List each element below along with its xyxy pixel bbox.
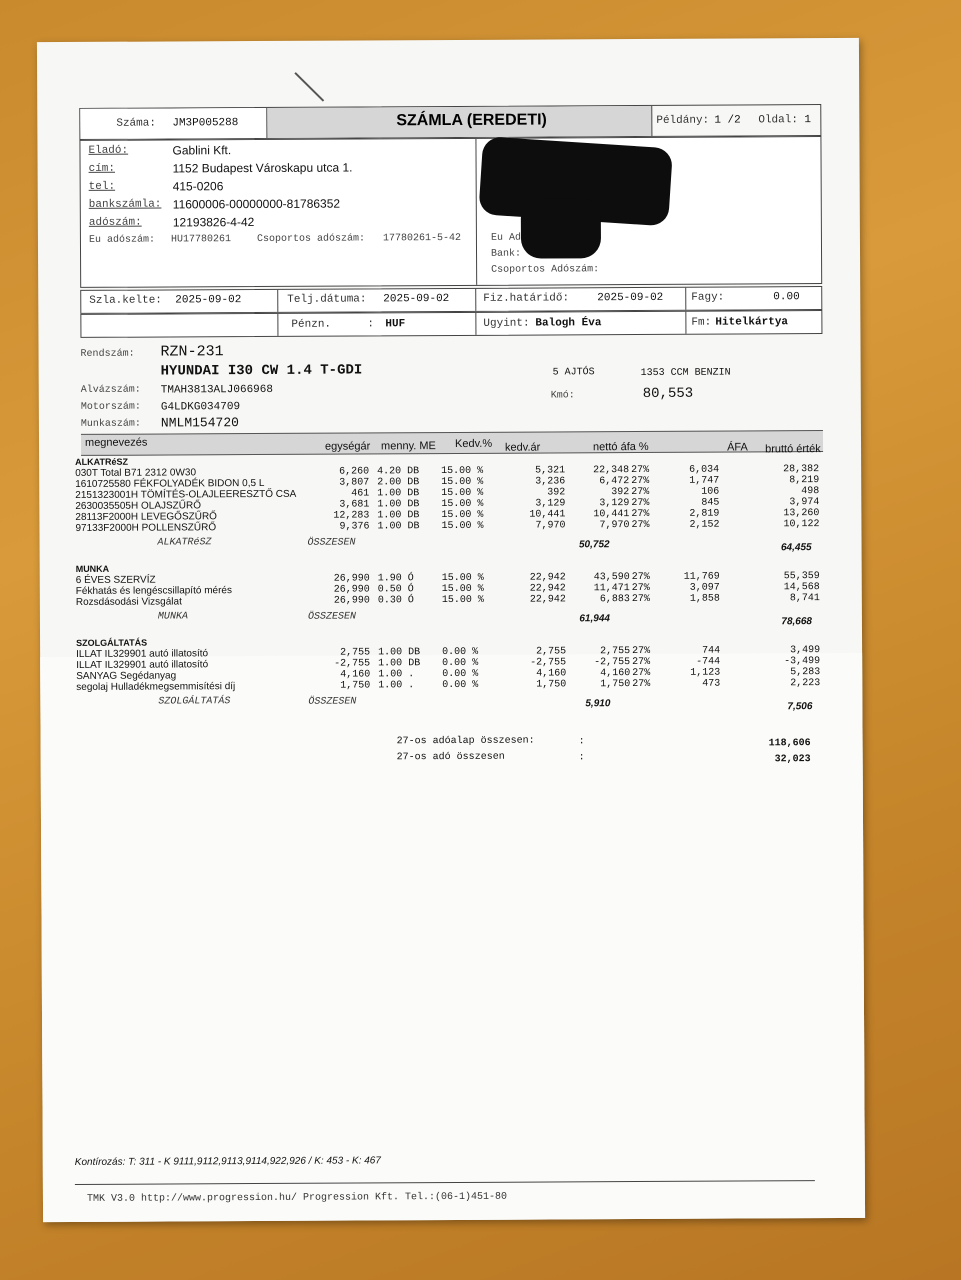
section-sum-word: ÖSSZESEN [307,611,356,623]
section-sum-word: ÖSSZESEN [308,696,357,708]
item-description: 6 ÉVES SZERVÍZ [75,574,156,586]
discount: 15.00 % [441,594,484,607]
plate-label: Rendszám: [80,348,135,360]
engine-no-label: Motorszám: [80,401,141,413]
column-header-bar [81,430,823,456]
currency-label: Pénzn. [291,318,332,331]
vat-rate: 27% [631,508,650,521]
copy-label: Példány: [656,114,710,127]
tax-base-sep: : [578,736,585,748]
discounted-price: 7,970 [535,520,566,532]
net-value: 10,441 [593,509,630,521]
vat-rate: 27% [632,667,651,680]
tax-total-value: 32,023 [774,754,811,766]
unit-price: 26,990 [333,595,370,607]
copy-value: 1 /2 [714,114,741,127]
unit-price: 9,376 [339,521,370,533]
discounted-price: 3,129 [535,498,566,510]
section-sum-word: ÖSSZESEN [307,537,356,549]
unit-price: 6,260 [339,466,370,478]
fagy-label: Fagy: [691,291,725,304]
plate-number: RZN-231 [160,343,224,361]
item-description: ILLAT IL329901 autó illatosító [76,659,209,671]
currency-value: HUF [385,318,406,331]
agent-label: Ugyint: [483,317,530,330]
due-date-label: Fiz.határidő: [483,292,570,305]
discounted-price: 22,942 [529,583,566,595]
gross-value: 13,260 [783,508,820,520]
seller-group-tax-label: Csoportos adószám: [256,233,366,246]
fulfil-date-label: Telj.dátuma: [287,293,367,306]
item-description: SANYAG Segédanyag [76,670,177,682]
vat-amount: 2,819 [689,508,720,520]
col-disc-price: kedv.ár [505,441,541,454]
net-value: 1,750 [600,679,631,691]
net-value: -2,755 [594,657,631,669]
discounted-price: 5,321 [535,465,566,477]
col-discount: Kedv.% [454,437,493,450]
page-label: Oldal: [758,114,798,127]
net-value: 22,348 [593,465,630,477]
gross-value: -3,499 [784,656,821,668]
quantity: 1.00 DB [377,521,420,533]
payment-label: Fm: [691,316,712,329]
col-gross: bruttó érték [765,443,821,456]
vat-rate: 27% [631,464,650,477]
item-description: 2151323001H TÖMÍTÉS-OLAJLEERESZTŐ CSA [75,488,297,501]
buyer-group-tax-label: Csoportos Adószám: [491,264,600,276]
vin-label: Alvázszám: [80,384,141,396]
quantity: 4.20 DB [377,466,420,478]
gross-value: 2,223 [790,678,821,690]
seller-name: Gablini Kft. [172,143,232,158]
discount: 0.00 % [442,657,479,670]
item-description: 030T Total B71 2312 0W30 [75,467,197,479]
vat-rate: 27% [631,497,650,510]
seller-bank: 11600006-00000000-81786352 [172,196,341,212]
vat-amount: 2,152 [689,519,720,531]
seller-bank-label: bankszámla: [88,198,162,211]
vat-amount: 1,858 [689,593,720,605]
vat-amount: 1,123 [690,667,721,679]
vat-rate: 27% [632,678,651,691]
engine-no-value: G4LDKG034709 [160,401,241,414]
seller-address-label: cím: [88,162,116,175]
item-description: Fékhatás és lengéscsillapító mérés [75,585,233,597]
vehicle-doors: 5 AJTÓS [552,367,595,379]
issue-date-label: Szla.kelte: [89,294,162,307]
discount: 15.00 % [441,583,484,596]
vin-value: TMAH3813ALJ066968 [160,383,273,397]
section-title: MUNKA [75,563,110,574]
quantity: 1.90 Ó [377,573,414,585]
gross-value: 55,359 [783,571,820,583]
redaction-mark-2 [521,198,601,258]
net-value: 3,129 [599,498,630,510]
col-net: nettó áfa % [593,440,649,454]
issue-date: 2025-09-02 [175,294,242,307]
fagy-value: 0.00 [773,291,800,304]
item-description: Rozsdásodási Vizsgálat [75,596,182,608]
discounted-price: 392 [547,487,566,499]
discounted-price: 22,942 [529,572,566,584]
item-description: 1610725580 FÉKFOLYADÉK BIDON 0,5 L [75,477,265,490]
discounted-price: 4,160 [536,668,567,680]
seller-eu-tax: HU17780261 [170,234,231,246]
unit-price: 1,750 [340,680,371,692]
page-value: 1 [804,114,811,127]
tax-base-label: 27-os adóalap összesen: [396,735,535,748]
invoice-number: JM3P005288 [172,117,239,130]
payment-method: Hitelkártya [715,316,789,329]
discounted-price: 3,236 [535,476,566,488]
seller-address: 1152 Budapest Városkapu utca 1. [172,160,353,176]
vat-rate: 27% [631,571,650,584]
item-description: segolaj Hulladékmegsemmisítési díj [76,681,236,693]
section-sum-net: 61,944 [579,613,610,625]
quantity: 1.00 DB [378,658,421,670]
invoice-number-label: Száma: [116,117,156,130]
fulfil-date: 2025-09-02 [383,293,450,306]
vat-amount: 106 [701,486,720,498]
quantity: 1.00 DB [377,510,420,522]
discount: 15.00 % [441,487,484,500]
net-value: 392 [611,487,630,499]
col-unit-price: egységár [325,440,371,453]
net-value: 43,590 [593,572,630,584]
vat-amount: 3,097 [689,582,720,594]
vat-rate: 27% [631,486,650,499]
net-value: 11,471 [593,583,630,595]
km-label: Kmó: [550,390,575,402]
discount: 0.00 % [442,668,479,681]
section-sum-gross: 78,668 [781,616,812,628]
km-value: 80,553 [642,385,694,402]
gross-value: 3,499 [790,645,821,657]
vat-rate: 27% [631,519,650,532]
net-value: 4,160 [600,668,631,680]
section-sum-net: 5,910 [585,698,611,710]
quantity: 1.00 . [378,680,415,692]
vat-rate: 27% [631,582,650,595]
quantity: 1.00 DB [377,499,420,511]
discount: 15.00 % [441,498,484,511]
section-title: SZOLGÁLTATÁS [76,637,148,648]
discount: 15.00 % [441,476,484,489]
unit-price: 461 [351,488,370,500]
vat-amount: -744 [696,656,721,668]
discounted-price: 1,750 [536,679,567,691]
net-value: 6,883 [599,594,630,606]
vat-rate: 27% [631,475,650,488]
section-sum-label: MUNKA [157,611,188,623]
section-sum-label: SZOLGÁLTATÁS [158,696,231,708]
quantity: 0.30 Ó [377,595,414,607]
discount: 15.00 % [441,520,484,533]
unit-price: 2,755 [340,647,371,659]
gross-value: 3,974 [789,497,820,509]
work-no-label: Munkaszám: [80,418,141,430]
party-box [79,136,822,288]
vat-rate: 27% [631,593,650,606]
vehicle-engine: 1353 CCM BENZIN [640,367,731,380]
section-sum-label: ALKATRéSZ [157,537,212,549]
gross-value: 14,568 [783,582,820,594]
unit-price: 3,807 [339,477,370,489]
buyer-bank-label: Bank: [491,248,522,260]
vat-amount: 744 [702,645,721,657]
net-value: 7,970 [599,520,630,532]
tax-base-value: 118,606 [768,738,811,750]
unit-price: 4,160 [340,669,371,681]
section-sum-gross: 64,455 [780,542,812,554]
discount: 15.00 % [441,509,484,522]
gross-value: 8,741 [789,593,820,605]
work-no-value: NMLM154720 [160,415,239,431]
unit-price: -2,755 [334,658,371,670]
vat-amount: 845 [701,497,720,509]
quantity: 1.00 DB [378,647,421,659]
quantity: 2.00 DB [377,477,420,489]
net-value: 2,755 [600,646,631,658]
unit-price: 3,681 [339,499,370,511]
vat-amount: 11,769 [683,571,720,583]
discount: 0.00 % [442,646,479,659]
seller-name-label: Eladó: [88,144,129,157]
col-name: megnevezés [84,436,148,449]
item-description: 28113F2000H LEVEGŐSZŰRŐ [75,511,217,523]
unit-price: 26,990 [333,584,370,596]
vat-rate: 27% [632,645,651,658]
discounted-price: 22,942 [529,594,566,606]
section-title: ALKATRéSZ [75,456,128,467]
vat-rate: 27% [632,656,651,669]
item-description: 97133F2000H POLLENSZŰRŐ [75,522,217,534]
gross-value: 10,122 [783,519,820,531]
discount: 15.00 % [441,465,484,478]
seller-tax-label: adószám: [88,216,142,229]
item-description: ILLAT IL329901 autó illatosító [76,648,209,660]
staple-mark [294,72,324,102]
tax-total-sep: : [578,752,585,764]
col-vat: ÁFA [727,441,748,454]
due-date: 2025-09-02 [597,291,664,305]
tax-total-label: 27-os adó összesen [396,751,505,764]
discount: 0.00 % [442,679,479,692]
seller-group-tax: 17780261-5-42 [382,232,461,245]
invoice-header [79,104,821,140]
discount: 15.00 % [441,572,484,585]
vehicle-model: HYUNDAI I30 CW 1.4 T-GDI [160,362,363,380]
quantity: 1.00 DB [377,488,420,500]
net-value: 6,472 [599,476,630,488]
gross-value: 28,382 [783,464,820,476]
item-description: 2630035505H OLAJSZŰRŐ [75,500,202,512]
invoice-title: SZÁMLA (EREDETI) [396,111,547,130]
agent-name: Balogh Éva [535,317,602,330]
vat-amount: 473 [702,678,721,690]
unit-price: 26,990 [333,573,370,585]
discounted-price: 10,441 [529,509,566,521]
vat-amount: 1,747 [689,475,720,487]
seller-phone-label: tel: [88,180,116,193]
invoice-paper [37,38,865,1222]
software-line: TMK V3.0 http://www.progression.hu/ Progression Kft. Tel.:(06-1)451-80 [86,1191,508,1205]
vat-amount: 6,034 [689,464,720,476]
quantity: 0.50 Ó [377,584,414,596]
seller-eu-tax-label: Eu adószám: [88,234,155,246]
discounted-price: -2,755 [530,657,567,669]
control-line: Kontírozás: T: 311 - K 9111,9112,9113,9114,922,926 / K: 453 - K: 467 [74,1155,381,1168]
gross-value: 498 [801,486,820,498]
col-qty: menny. ME [381,440,436,453]
gross-value: 5,283 [790,667,821,679]
currency-sep: : [367,318,375,331]
gross-value: 8,219 [789,475,820,487]
quantity: 1.00 . [378,669,415,681]
seller-phone: 415-0206 [172,179,224,194]
seller-tax: 12193826-4-42 [172,215,255,230]
unit-price: 12,283 [333,510,370,522]
section-sum-net: 50,752 [578,539,610,551]
discounted-price: 2,755 [536,646,567,658]
buyer-eu-tax-label: Eu Ad [490,232,521,244]
section-sum-gross: 7,506 [787,701,813,713]
currency-row [80,310,822,338]
